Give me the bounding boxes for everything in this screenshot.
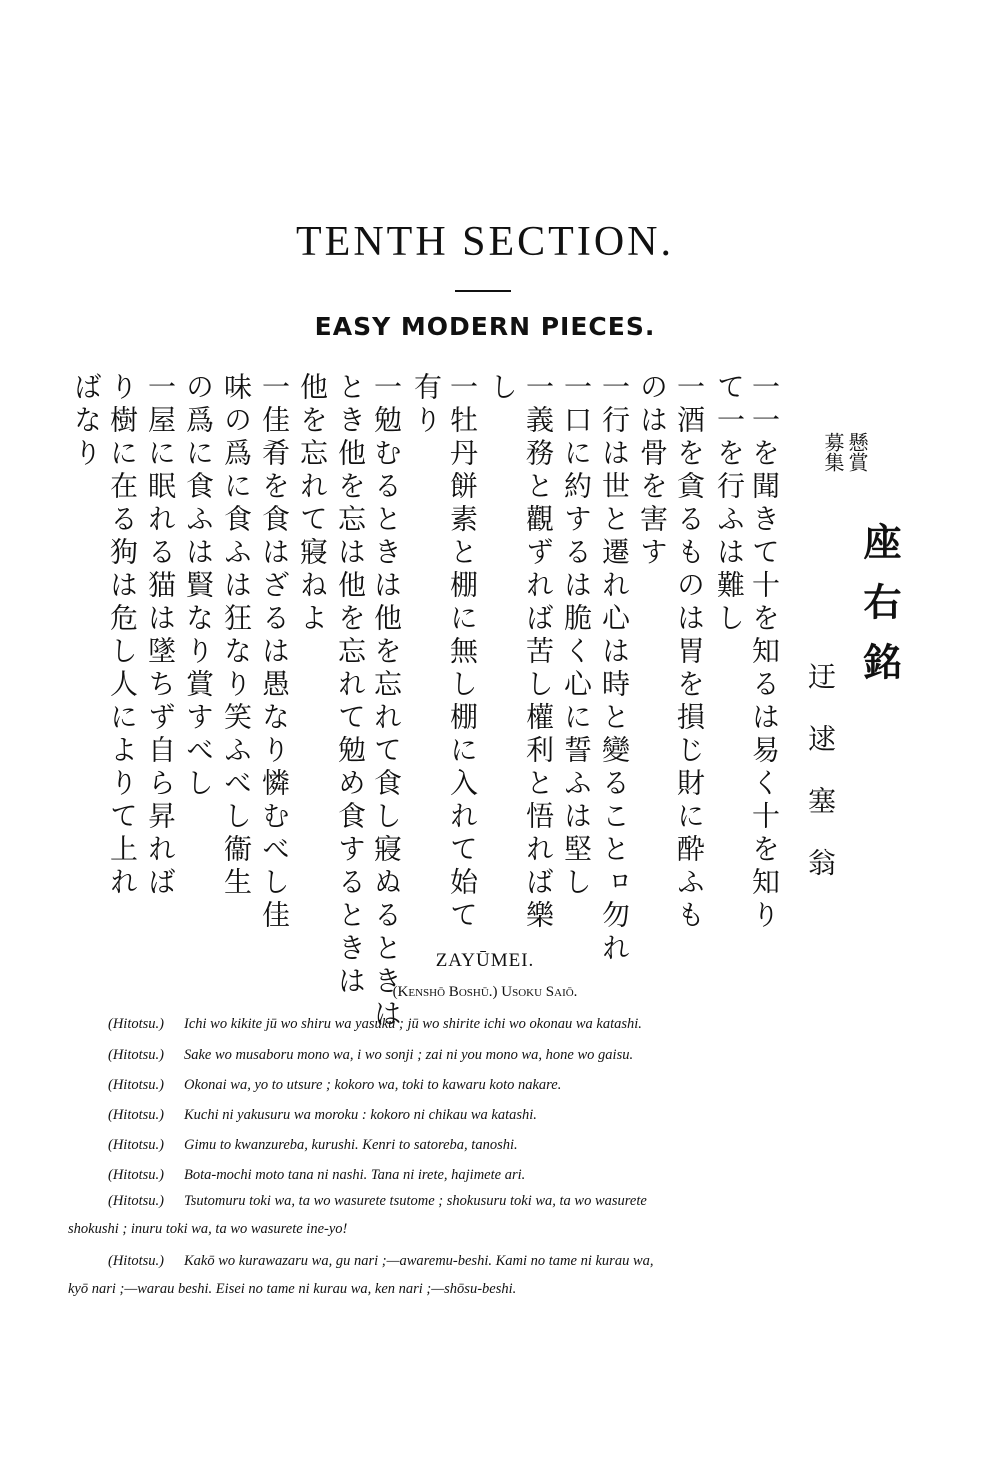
translation-line: [108, 1015, 898, 1034]
jp-column: 他を忘れて寢ねよ: [296, 372, 329, 636]
jp-column: り樹に在る狗は危し人によりて上れ: [106, 372, 139, 900]
jp-column: 一牡丹餅素と棚に無し棚に入れて始て: [446, 372, 479, 933]
line-label: (Hitotsu.): [108, 1016, 164, 1032]
line-text: Kuchi ni yakusuru wa moroku : kokoro ni chikau wa katashi.: [183, 1107, 537, 1123]
line-label: (Hitotsu.): [108, 1047, 164, 1063]
line-label: (Hitotsu.): [108, 1193, 164, 1209]
romanized-title: ZAYŪMEI.: [435, 950, 535, 971]
jp-column: 有り: [410, 372, 443, 438]
jp-column: の爲に食ふは賢なり賞すべし: [182, 372, 215, 801]
jp-column: 一佳肴を食はざるは愚なり憐むべし佳: [258, 372, 291, 933]
jp-column: し: [486, 372, 519, 405]
title-divider: [455, 290, 511, 292]
japanese-author: 迂逑塞翁: [804, 662, 837, 910]
translation-line: [108, 1252, 898, 1271]
jp-column: 一一を聞きて十を知るは易く十を知り: [748, 372, 781, 933]
jp-column: ばなり: [70, 372, 103, 471]
line-text: Bota-mochi moto tana ni nashi. Tana ni irete, hajimete ari.: [183, 1167, 526, 1183]
line-label: (Hitotsu.): [108, 1077, 164, 1093]
translation-line: [68, 1220, 858, 1239]
jp-column: 一酒を貪るものは胃を損じ財に酔ふも: [673, 372, 706, 933]
line-text: kyō nari ;—warau beshi. Eisei no tame ni kurau wa, ken nari ;—shōsu-beshi.: [68, 1281, 517, 1297]
jp-column: て一を行ふは難し: [713, 372, 746, 636]
collection-label-1: 懸賞: [845, 432, 869, 472]
line-label: (Hitotsu.): [108, 1107, 164, 1123]
section-subtitle: EASY MODERN PIECES.: [314, 312, 656, 341]
jp-column: 一屋に眠れる猫は墜ちず自ら昇れば: [144, 372, 177, 900]
jp-column: とき他を忘は他を忘れて勉め食するときは: [334, 372, 367, 999]
line-text: Sake wo musaboru mono wa, i wo sonji ; zai ni you mono wa, hone wo gaisu.: [183, 1047, 634, 1063]
line-text: shokushi ; inuru toki wa, ta wo wasurete ine-yo!: [68, 1221, 348, 1237]
translation-line: [108, 1166, 898, 1185]
jp-column: のは骨を害す: [636, 372, 669, 570]
jp-column: 一行は世と遷れ心は時と變ることㇿ勿れ: [598, 372, 631, 966]
jp-column: 味の爲に食ふは狂なり笑ふべし衞生: [220, 372, 253, 900]
jp-column: 一口に約するは脆く心に誓ふは堅し: [560, 372, 593, 900]
translation-line: [108, 1136, 898, 1155]
section-title: TENTH SECTION.: [296, 219, 674, 265]
collection-label-2: 募集: [821, 432, 845, 472]
translation-line: [108, 1106, 898, 1125]
translation-line: [68, 1280, 858, 1299]
line-text: Kakō wo kurawazaru wa, gu nari ;—awaremu-beshi. Kami no tame ni kurau wa,: [183, 1253, 654, 1269]
line-label: (Hitotsu.): [108, 1167, 164, 1183]
jp-column: 一勉むるときは他を忘れて食し寢ぬるときは: [370, 372, 403, 1032]
translation-line: [108, 1046, 898, 1065]
romanized-subtitle: (Kenshō Boshū.) Usoku Saiō.: [392, 984, 578, 1000]
line-text: Tsutomuru toki wa, ta wo wasurete tsutome ; shokusuru toki wa, ta wo wasurete: [183, 1193, 647, 1209]
line-label: (Hitotsu.): [108, 1137, 164, 1153]
translation-line: [108, 1076, 898, 1095]
line-text: Okonai wa, yo to utsure ; kokoro wa, toki to kawaru koto nakare.: [183, 1077, 562, 1093]
japanese-title: 座右銘: [857, 522, 902, 702]
line-text: Gimu to kwanzureba, kurushi. Kenri to satoreba, tanoshi.: [183, 1137, 518, 1153]
line-text: Ichi wo kikite jū wo shiru wa yasuku ; jū wo shirite ichi wo okonau wa katashi.: [183, 1016, 642, 1032]
jp-column: 一義務と觀ずれば苦し權利と悟れば樂: [522, 372, 555, 933]
line-label: (Hitotsu.): [108, 1253, 164, 1269]
translation-line: [108, 1192, 898, 1211]
